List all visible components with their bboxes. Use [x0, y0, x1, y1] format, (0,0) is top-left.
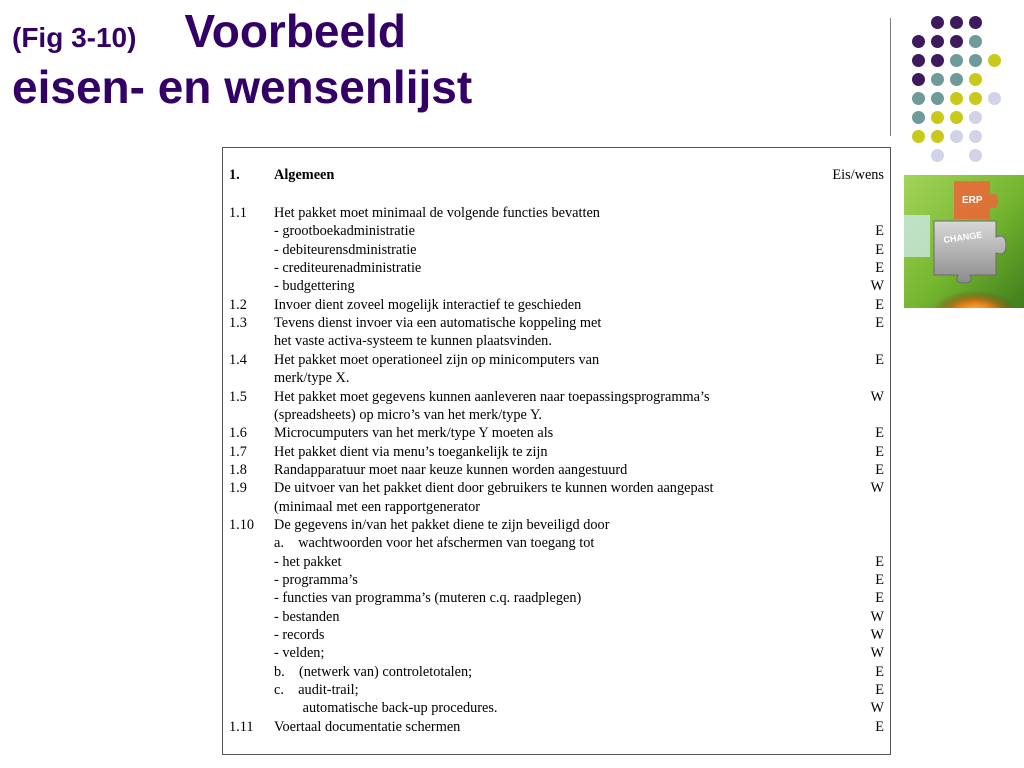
decorative-dot [950, 111, 963, 124]
table-row [223, 516, 890, 534]
row-eis-wens: E [875, 682, 884, 699]
table-row [223, 608, 890, 626]
decorative-dot [988, 54, 1001, 67]
table-row [223, 424, 890, 442]
row-number: 1.5 [229, 388, 247, 405]
row-text: merk/type X. [274, 370, 350, 387]
row-text: Randapparatuur moet naar keuze kunnen worden aangestuurd [274, 461, 628, 478]
row-eis-wens: W [870, 700, 884, 717]
table-row [223, 589, 890, 607]
row-eis-wens: E [875, 351, 884, 368]
table-row [223, 241, 890, 259]
decorative-dot [931, 149, 944, 162]
row-eis-wens: W [870, 278, 884, 295]
table-row [223, 626, 890, 644]
title-line-2: eisen- en wensenlijst [12, 61, 473, 113]
row-text: Het pakket moet operationeel zijn op minicomputers van [274, 351, 600, 368]
decorative-dot [969, 130, 982, 143]
table-row [223, 644, 890, 662]
row-text: Het pakket moet gegevens kunnen aanleveren naar toepassingsprogramma’s [274, 388, 710, 405]
decorative-dot [931, 73, 944, 86]
decorative-dot [950, 54, 963, 67]
row-number: 1.1 [229, 205, 247, 221]
title-divider [890, 18, 891, 136]
decorative-dot [969, 149, 982, 162]
header-eis-wens: Eis/wens [832, 167, 884, 183]
table-row [223, 332, 890, 350]
row-number: 1.10 [229, 516, 255, 533]
table-row [223, 663, 890, 681]
table-row [223, 259, 890, 277]
row-number: 1.9 [229, 480, 247, 497]
row-text: Tevens dienst invoer via een automatische koppeling met [274, 315, 602, 332]
row-number: 1.3 [229, 315, 247, 332]
row-number: 1.2 [229, 296, 247, 313]
erp-label: ERP [962, 195, 983, 206]
header-number: 1. [229, 167, 240, 183]
row-number: 1.4 [229, 351, 247, 368]
row-text: - programma’s [274, 572, 358, 588]
figure-number: (Fig 3-10) [12, 22, 137, 53]
decorative-dot [931, 92, 944, 105]
table-row [223, 296, 890, 314]
decorative-dot [950, 92, 963, 105]
decorative-dot [950, 35, 963, 48]
row-text: - crediteurenadministratie [274, 260, 422, 277]
decorative-dot [969, 35, 982, 48]
table-row [223, 388, 890, 406]
decorative-dot [912, 73, 925, 86]
slide-title [12, 4, 472, 112]
decorative-dot [988, 92, 1001, 105]
decorative-dot [931, 35, 944, 48]
decorative-dot [931, 16, 944, 29]
row-text: a. wachtwoorden voor het afschermen van toegang tot [274, 535, 595, 552]
erp-change-puzzle-image [904, 175, 1024, 308]
row-eis-wens: E [875, 260, 884, 277]
decorative-dot [969, 16, 982, 29]
row-eis-wens: W [870, 388, 884, 405]
decorative-dot [912, 111, 925, 124]
row-text: - bestanden [274, 608, 340, 625]
row-text: De gegevens in/van het pakket diene te zijn beveiligd door [274, 516, 610, 533]
row-text: (spreadsheets) op micro’s van het merk/type Y. [274, 406, 542, 423]
table-row [223, 351, 890, 369]
row-text: Invoer dient zoveel mogelijk interactief te geschieden [274, 296, 582, 313]
row-text: (minimaal met een rapportgenerator [274, 498, 481, 515]
table-row [223, 553, 890, 571]
title-voorbeeld: Voorbeeld [184, 5, 406, 57]
row-text: - records [274, 627, 325, 644]
decorative-dot [912, 92, 925, 105]
header-text: Algemeen [274, 167, 335, 183]
decorative-dot [950, 16, 963, 29]
change-label: CHANGE [942, 229, 983, 245]
row-text: - budgettering [274, 278, 355, 295]
table-row [223, 534, 890, 552]
decorative-dot [969, 73, 982, 86]
table-row [223, 498, 890, 516]
table-row [223, 461, 890, 479]
row-text: Het pakket moet minimaal de volgende functies bevatten [274, 205, 600, 221]
decorative-dot [931, 54, 944, 67]
table-row [223, 204, 890, 222]
row-text: - functies van programma’s (muteren c.q. raadplegen) [274, 590, 582, 607]
row-eis-wens: W [870, 627, 884, 644]
decorative-dot [931, 130, 944, 143]
row-eis-wens: E [875, 241, 884, 258]
table-row [223, 718, 890, 736]
row-eis-wens: E [875, 425, 884, 442]
table-row [223, 443, 890, 461]
row-text: - het pakket [274, 553, 342, 570]
decorative-dot [969, 92, 982, 105]
table-row [223, 277, 890, 295]
decorative-dot [969, 54, 982, 67]
table-row [223, 571, 890, 589]
decorative-dot [950, 73, 963, 86]
title-line-1 [12, 4, 472, 62]
decorative-dot [912, 130, 925, 143]
row-text: b. (netwerk van) controletotalen; [274, 663, 473, 680]
row-eis-wens: E [875, 223, 884, 240]
table-row [223, 681, 890, 699]
table-row [223, 406, 890, 424]
row-eis-wens: E [875, 461, 884, 478]
row-text: De uitvoer van het pakket dient door gebruikers te kunnen worden aangepast [274, 480, 714, 497]
row-text: Het pakket dient via menu’s toegankelijk te zijn [274, 443, 548, 460]
row-eis-wens: W [870, 480, 884, 497]
decorative-dot [912, 54, 925, 67]
row-eis-wens: E [875, 663, 884, 680]
row-text: Microcumputers van het merk/type Y moeten als [274, 425, 554, 442]
row-text: c. audit-trail; [274, 682, 359, 699]
row-eis-wens: E [875, 315, 884, 332]
row-text: automatische back-up procedures. [274, 700, 498, 717]
row-eis-wens: W [870, 608, 884, 625]
row-eis-wens: E [875, 718, 884, 735]
table-row [223, 369, 890, 387]
row-text: - velden; [274, 645, 325, 662]
requirements-table [222, 147, 891, 755]
row-text: - grootboekadministratie [274, 223, 415, 240]
row-text: - debiteurensdministratie [274, 241, 417, 258]
table-row [223, 479, 890, 497]
decorative-dot [931, 111, 944, 124]
row-eis-wens: E [875, 296, 884, 313]
table-header-row [223, 166, 890, 184]
row-text: het vaste activa-systeem te kunnen plaatsvinden. [274, 333, 552, 350]
row-eis-wens: E [875, 590, 884, 607]
table-row [223, 222, 890, 240]
decorative-dot [969, 111, 982, 124]
row-number: 1.8 [229, 461, 247, 478]
decorative-dot [912, 35, 925, 48]
row-number: 1.11 [229, 718, 254, 735]
row-text: Voertaal documentatie schermen [274, 718, 461, 735]
row-number: 1.6 [229, 425, 247, 442]
row-eis-wens: E [875, 553, 884, 570]
row-eis-wens: E [875, 572, 884, 588]
table-row [223, 314, 890, 332]
row-eis-wens: E [875, 443, 884, 460]
table-row [223, 699, 890, 717]
decorative-dot [950, 130, 963, 143]
row-number: 1.7 [229, 443, 247, 460]
row-eis-wens: W [870, 645, 884, 662]
